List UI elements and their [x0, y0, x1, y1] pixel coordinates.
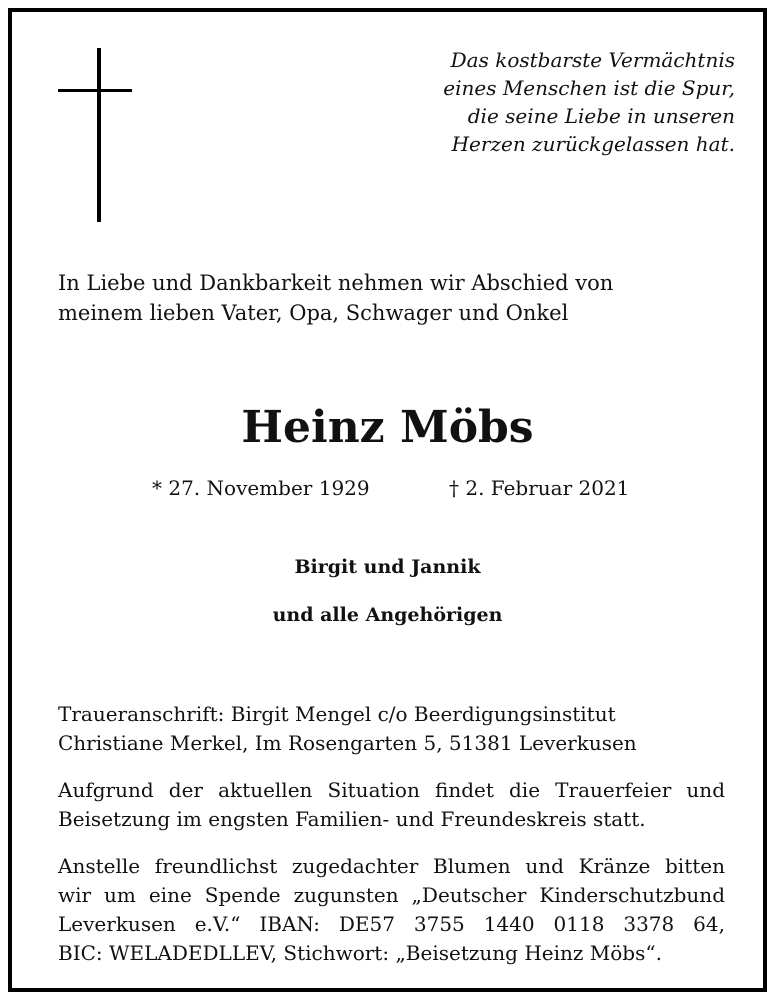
donation-line: Anstelle freundlichst zugedachter Blumen und Kränze bitten — [58, 854, 725, 878]
donation-line: wir um eine Spende zugunsten „Deutscher Kinderschutzbund — [58, 883, 725, 907]
donation-notice — [58, 852, 725, 968]
ceremony-line: Beisetzung im engsten Familien- und Freundeskreis statt. — [58, 807, 646, 831]
birth-date: * 27. November 1929 — [152, 476, 370, 500]
ceremony-notice — [58, 776, 725, 834]
mourners — [12, 553, 763, 649]
cross-vertical-bar — [97, 48, 101, 222]
deceased-name: Heinz Möbs — [241, 402, 534, 453]
address-line: Christiane Merkel, Im Rosengarten 5, 51381 Leverkusen — [58, 731, 637, 755]
mourner-line: Birgit und Jannik — [294, 556, 481, 578]
quote-line: Herzen zurückgelassen hat. — [451, 132, 735, 156]
cross-horizontal-bar — [58, 89, 132, 92]
mourning-address — [58, 700, 725, 758]
death-date: † 2. Februar 2021 — [449, 476, 630, 500]
memorial-quote — [443, 46, 735, 158]
ceremony-line: Aufgrund der aktuellen Situation findet die Trauerfeier und — [58, 778, 725, 802]
donation-line: Leverkusen e.V.“ IBAN: DE57 3755 1440 0118 3378 64, — [58, 912, 725, 936]
intro-line: In Liebe und Dankbarkeit nehmen wir Abschied von — [58, 271, 614, 295]
obituary-frame — [8, 8, 767, 992]
address-line: Traueranschrift: Birgit Mengel c/o Beerdigungsinstitut — [58, 702, 616, 726]
quote-line: Das kostbarste Vermächtnis — [450, 48, 735, 72]
intro-line: meinem lieben Vater, Opa, Schwager und Onkel — [58, 301, 569, 325]
mourner-line: und alle Angehörigen — [272, 604, 503, 626]
quote-line: eines Menschen ist die Spur, — [443, 76, 735, 100]
intro-text — [58, 268, 613, 328]
donation-line: BIC: WELADEDLLEV, Stichwort: „Beisetzung Heinz Möbs“. — [58, 941, 662, 965]
quote-line: die seine Liebe in unseren — [467, 104, 735, 128]
